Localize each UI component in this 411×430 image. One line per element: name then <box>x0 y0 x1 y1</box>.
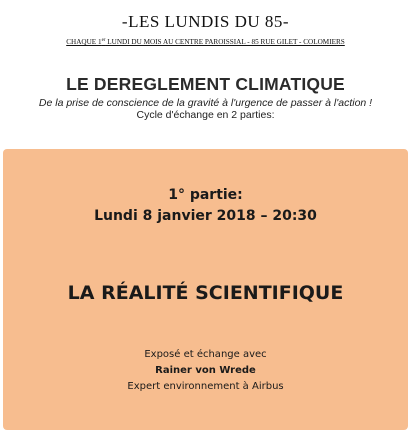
event-card <box>3 149 408 430</box>
header-band <box>0 0 411 141</box>
series-subtitle-prefix: CHAQUE 1 <box>66 38 102 46</box>
series-subtitle-rest: LUNDI DU MOIS AU CENTRE PAROISSIAL - 85 RUE GILET - COLOMIERS <box>105 38 345 46</box>
speaker-role: Expert environnement à Airbus <box>127 381 284 392</box>
series-title: -LES LUNDIS DU 85- <box>121 12 290 31</box>
part-title: LA RÉALITÉ SCIENTIFIQUE <box>67 282 344 304</box>
main-tagline: De la prise de conscience de la gravité à l'urgence de passer à l'action ! <box>38 97 373 109</box>
cycle-note: Cycle d'échange en 2 parties: <box>136 109 275 121</box>
part-label: 1° partie: <box>168 187 243 203</box>
series-subtitle-sup: er <box>101 38 106 43</box>
main-title: LE DEREGLEMENT CLIMATIQUE <box>66 74 345 94</box>
event-date: Lundi 8 janvier 2018 – 20:30 <box>94 208 317 224</box>
talk-intro: Exposé et échange avec <box>144 349 267 360</box>
series-subtitle <box>0 38 411 46</box>
speaker-name: Rainer von Wrede <box>155 365 256 376</box>
